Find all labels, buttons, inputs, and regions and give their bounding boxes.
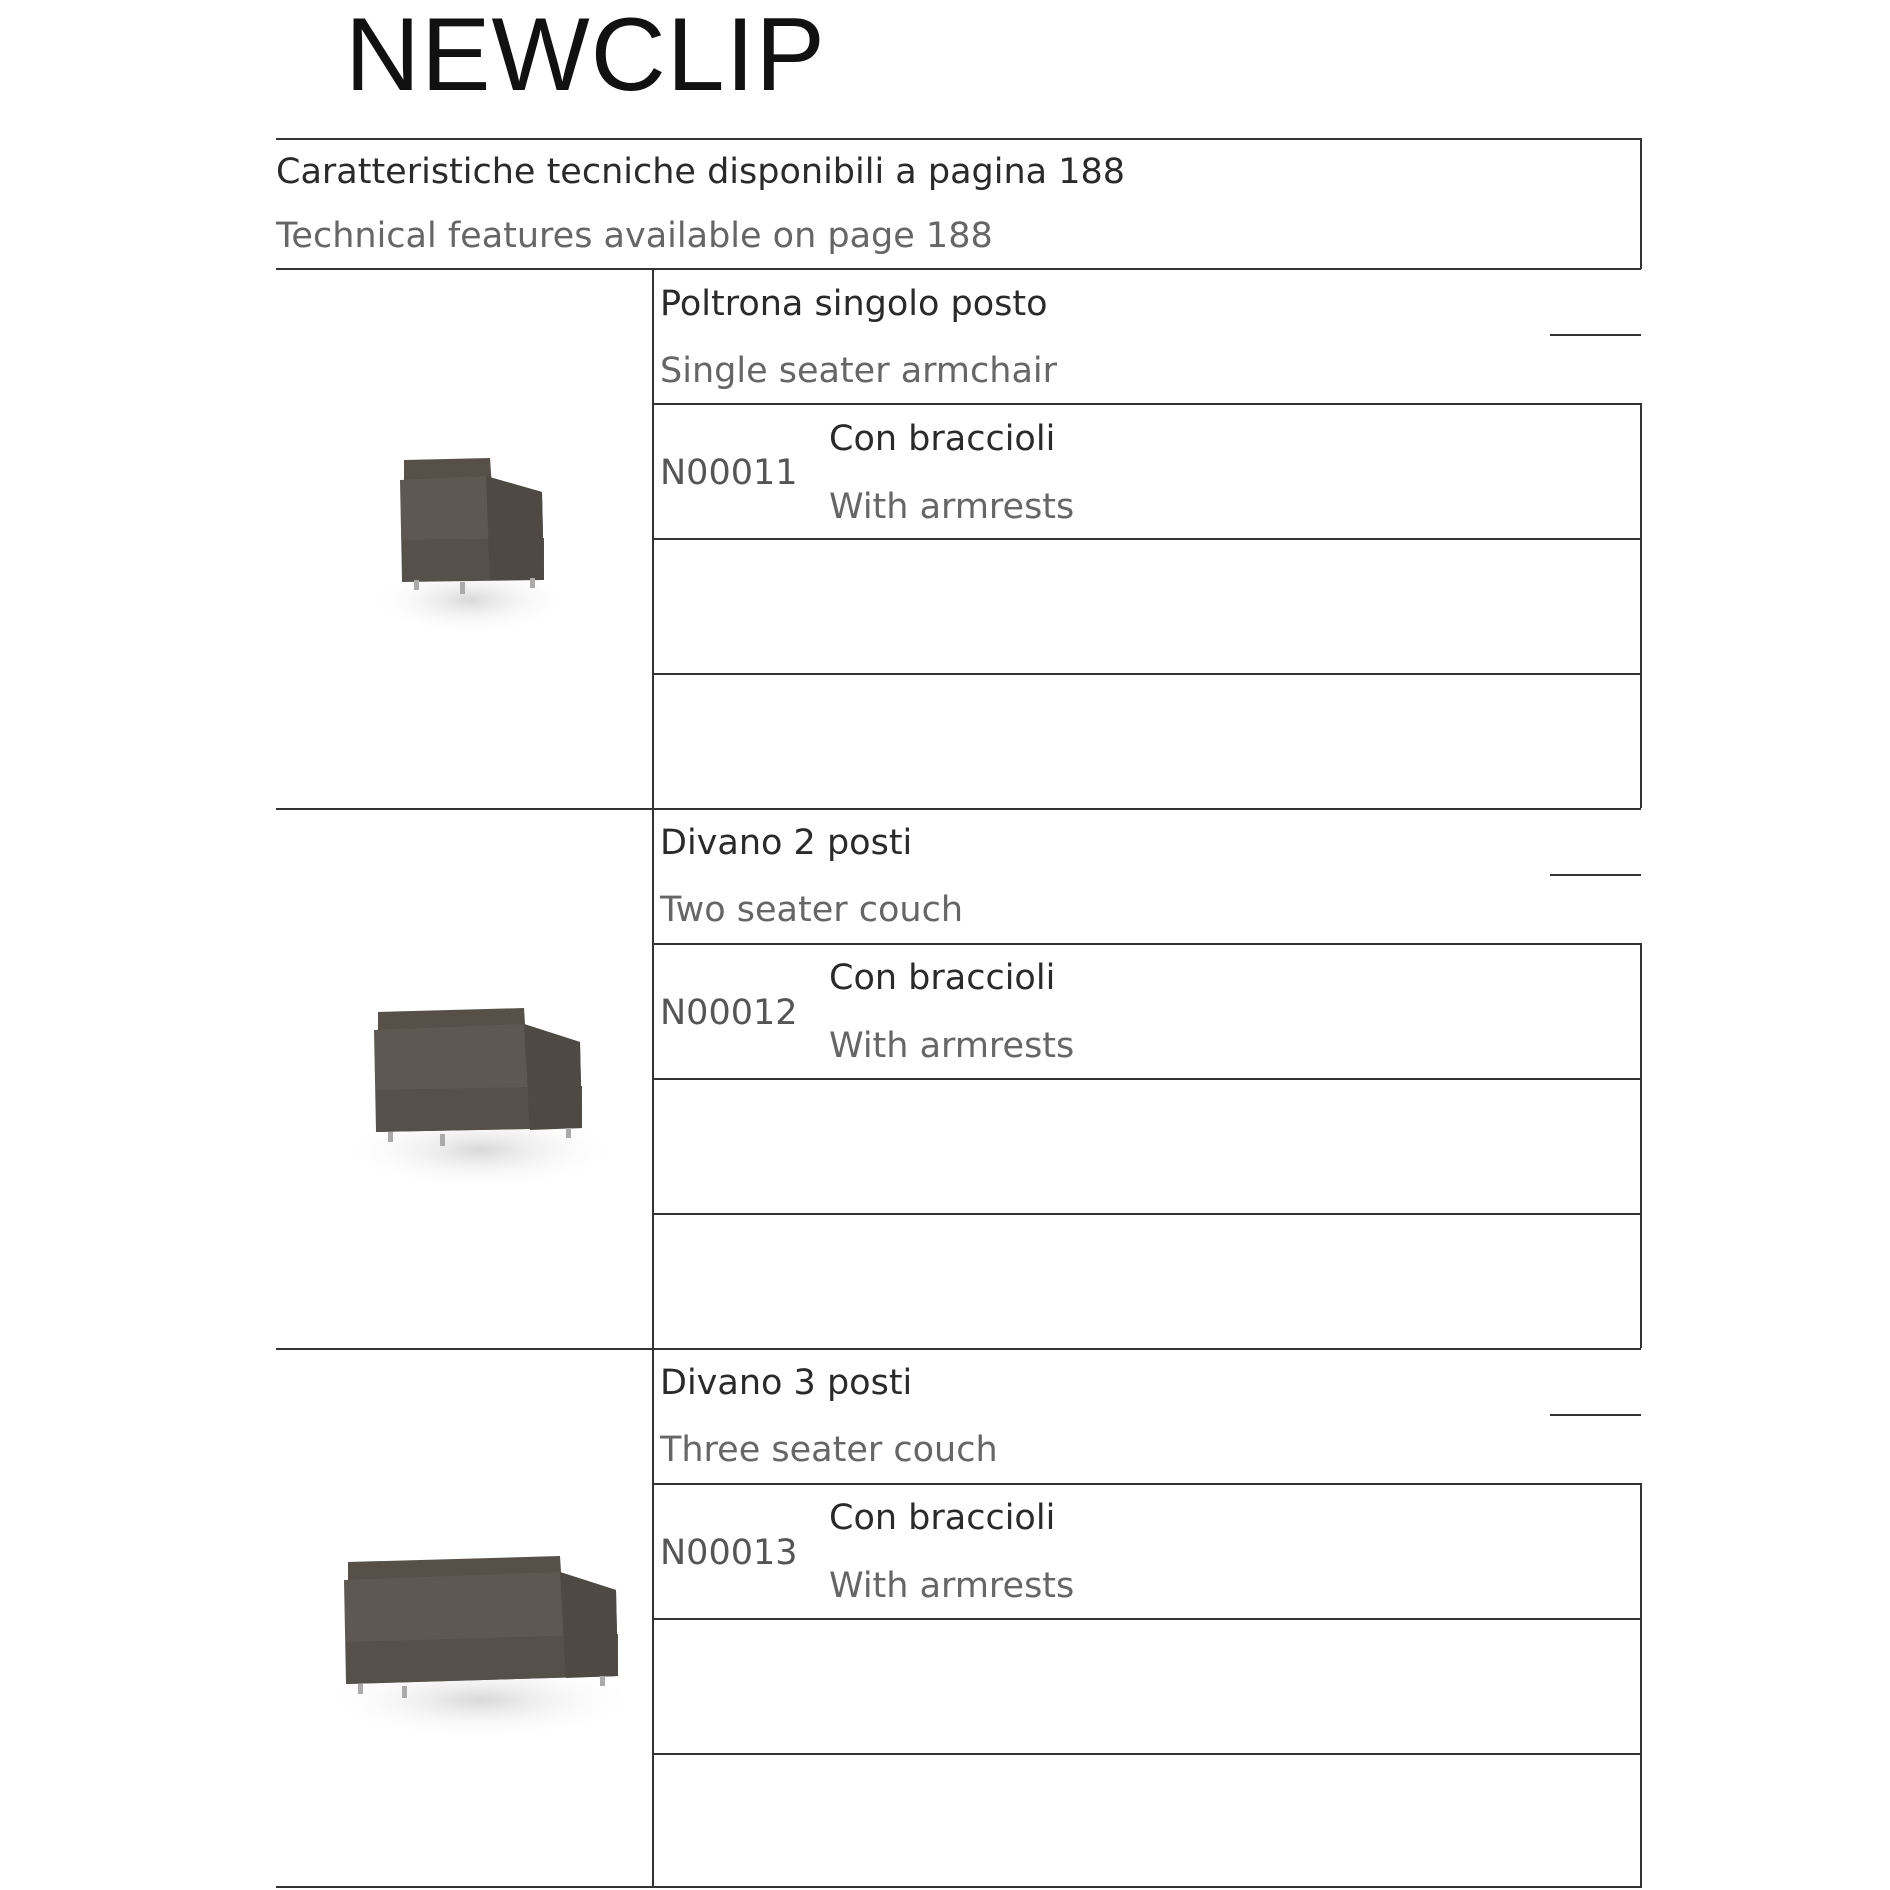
divider [1640, 1483, 1642, 1888]
variant-it: Con braccioli [829, 958, 1056, 998]
product-name-it: Poltrona singolo posto [660, 284, 1048, 324]
divider [1640, 403, 1642, 808]
divider [652, 673, 1641, 675]
product-name-en: Three seater couch [660, 1430, 998, 1470]
divider [1550, 334, 1641, 336]
divider [652, 1078, 1641, 1080]
divider [652, 1213, 1641, 1215]
divider [652, 943, 1641, 945]
variant-en: With armrests [829, 1026, 1075, 1066]
armchair-image [360, 440, 570, 640]
divider [276, 138, 1641, 140]
divider [652, 403, 1641, 405]
variant-it: Con braccioli [829, 419, 1056, 459]
page-title: NEWCLIP [345, 0, 826, 113]
two-seater-couch-image [330, 990, 630, 1200]
technical-note-it: Caratteristiche tecniche disponibili a pagina 188 [276, 152, 1126, 192]
divider [1550, 874, 1641, 876]
divider [652, 1483, 1641, 1485]
technical-note-en: Technical features available on page 188 [276, 216, 993, 256]
product-name-it: Divano 3 posti [660, 1363, 913, 1403]
divider [1550, 1414, 1641, 1416]
product-code: N00013 [660, 1533, 798, 1573]
divider [1640, 138, 1642, 269]
product-code: N00011 [660, 453, 798, 493]
divider [652, 538, 1641, 540]
product-code: N00012 [660, 993, 798, 1033]
divider [1640, 943, 1642, 1348]
divider [276, 1886, 1641, 1888]
product-name-en: Single seater armchair [660, 351, 1058, 391]
divider [276, 268, 1641, 270]
variant-en: With armrests [829, 1566, 1075, 1606]
divider [276, 1348, 1641, 1350]
variant-en: With armrests [829, 487, 1075, 527]
divider [276, 808, 1641, 810]
variant-it: Con braccioli [829, 1498, 1056, 1538]
product-name-it: Divano 2 posti [660, 823, 913, 863]
divider [652, 1618, 1641, 1620]
divider [652, 1753, 1641, 1755]
product-name-en: Two seater couch [660, 890, 964, 930]
three-seater-couch-image [310, 1540, 650, 1750]
